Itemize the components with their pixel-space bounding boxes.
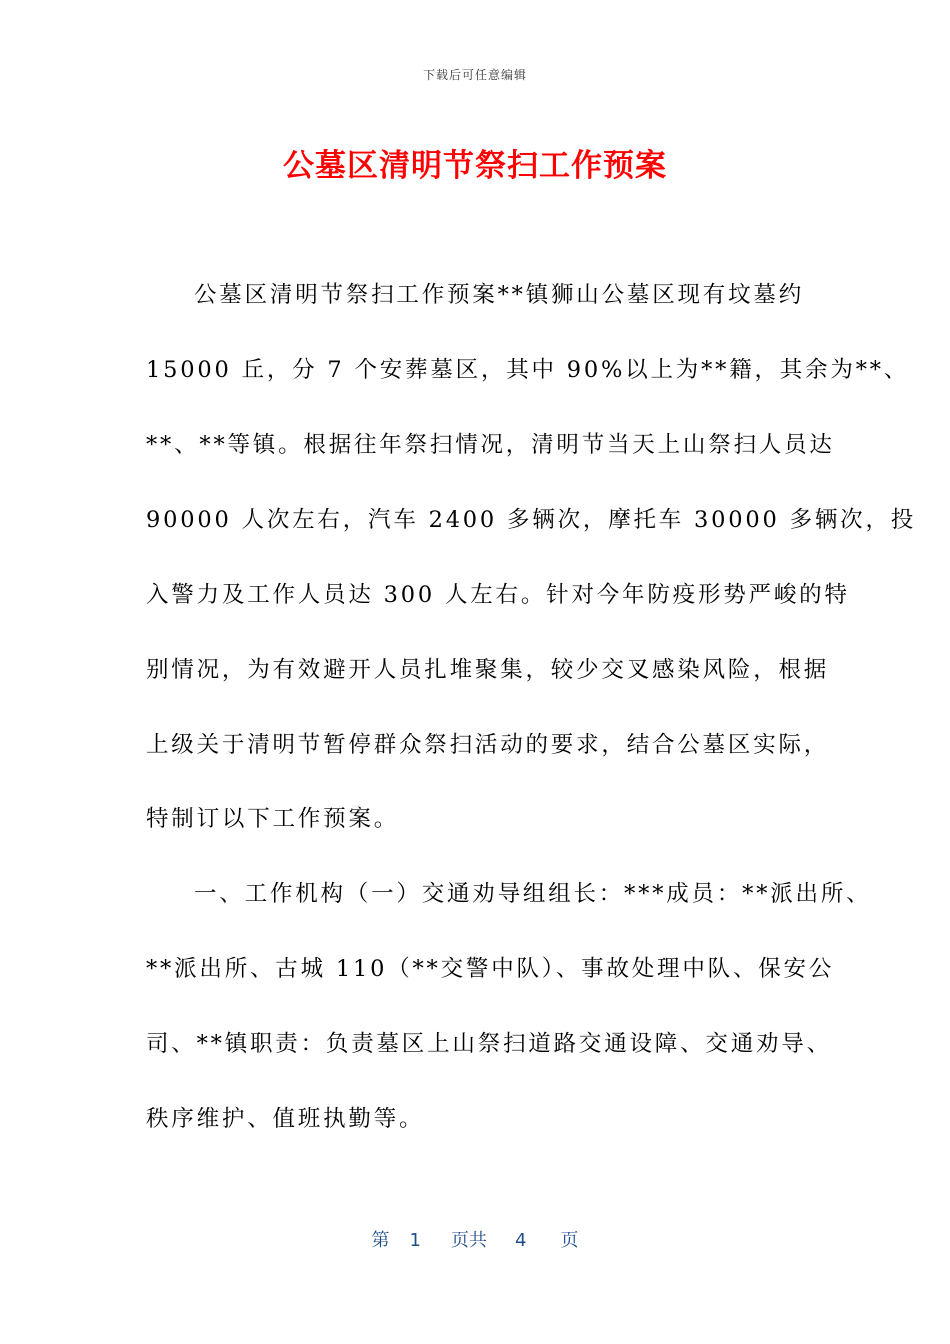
- footer-page-mid: 页共: [451, 1230, 487, 1251]
- paragraph-line-10: **派出所、古城 110（**交警中队）、事故处理中队、保安公: [146, 956, 835, 982]
- document-title: 公墓区清明节祭扫工作预案: [283, 148, 667, 184]
- paragraph-line-7: 上级关于清明节暂停群众祭扫活动的要求，结合公墓区实际，: [146, 732, 830, 758]
- footer-page-prefix: 第: [371, 1230, 390, 1251]
- paragraph-line-2: 15000 丘，分 7 个安葬墓区，其中 90%以上为**籍，其余为**、: [146, 357, 910, 383]
- paragraph-line-3: **、**等镇。根据往年祭扫情况，清明节当天上山祭扫人员达: [146, 432, 835, 458]
- paragraph-line-9: 一、工作机构（一）交通劝导组组长：***成员：**派出所、: [194, 881, 872, 907]
- paragraph-line-1: 公墓区清明节祭扫工作预案**镇狮山公墓区现有坟墓约: [194, 282, 805, 308]
- footer-page-suffix: 页: [560, 1230, 579, 1251]
- paragraph-line-5: 入警力及工作人员达 300 人左右。针对今年防疫形势严峻的特: [146, 582, 850, 608]
- footer-current-page: 1: [409, 1230, 421, 1251]
- header-note: 下载后可任意编辑: [422, 68, 527, 82]
- paragraph-line-4: 90000 人次左右，汽车 2400 多辆次，摩托车 30000 多辆次，投: [146, 507, 917, 533]
- paragraph-line-6: 别情况，为有效避开人员扎堆聚集，较少交叉感染风险，根据: [146, 657, 830, 683]
- paragraph-line-11: 司、**镇职责：负责墓区上山祭扫道路交通设障、交通劝导、: [146, 1031, 832, 1057]
- page-footer: [0, 1226, 950, 1252]
- paragraph-line-12: 秩序维护、值班执勤等。: [146, 1106, 425, 1132]
- paragraph-line-8: 特制订以下工作预案。: [146, 806, 400, 832]
- footer-total-pages: 4: [515, 1230, 527, 1251]
